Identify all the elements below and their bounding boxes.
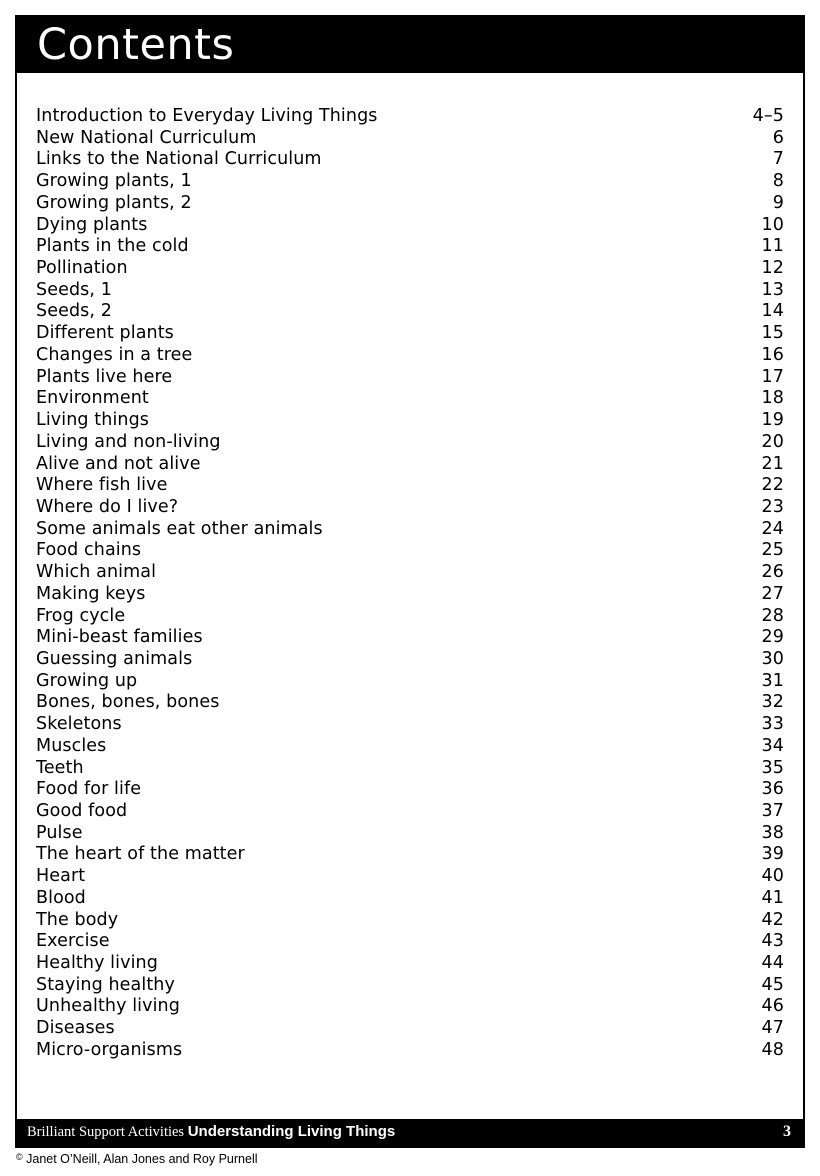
toc-entry xyxy=(36,475,784,497)
toc-entry xyxy=(36,519,784,541)
toc-entry-page: 30 xyxy=(761,648,784,669)
toc-entry-page: 25 xyxy=(761,540,784,561)
toc-entry-title: Plants in the cold xyxy=(36,236,189,257)
toc-entry-page: 17 xyxy=(761,366,784,387)
toc-entry-title: Healthy living xyxy=(36,953,158,974)
toc-entry xyxy=(36,562,784,584)
toc-entry-page: 4–5 xyxy=(752,106,784,126)
toc-entry xyxy=(36,236,784,258)
toc-entry-title: Food for life xyxy=(36,779,142,800)
toc-entry-page: 32 xyxy=(761,692,784,713)
page-title: Contents xyxy=(37,20,235,70)
toc-entry-title: Links to the National Curriculum xyxy=(36,149,322,170)
copyright-symbol: © xyxy=(16,1152,23,1162)
toc-entry-title: Growing plants, 1 xyxy=(36,171,192,192)
toc-entry-title: Muscles xyxy=(36,735,107,756)
toc-entry-title: Good food xyxy=(36,801,128,821)
toc-entry-title: Bones, bones, bones xyxy=(36,692,220,713)
toc-entry xyxy=(36,931,784,953)
toc-entry xyxy=(36,866,784,888)
toc-entry-title: Different plants xyxy=(36,323,174,344)
toc-entry xyxy=(36,497,784,519)
page-number: 3 xyxy=(783,1123,791,1140)
header-bar xyxy=(17,17,803,73)
toc-entry-page: 16 xyxy=(761,344,784,365)
toc-entry-page: 45 xyxy=(761,974,784,995)
toc-entry-page: 8 xyxy=(772,171,784,192)
toc-entry-title: Which animal xyxy=(36,562,157,583)
toc-entry-title: Micro-organisms xyxy=(36,1039,183,1060)
toc-entry-title: Living and non-living xyxy=(36,431,221,452)
toc-entry-page: 18 xyxy=(761,388,784,409)
toc-entry xyxy=(36,584,784,606)
toc-entry xyxy=(36,606,784,628)
toc-entry-title: Growing up xyxy=(36,670,138,691)
toc-entry-page: 6 xyxy=(772,127,784,148)
toc-entry xyxy=(36,953,784,975)
copyright-authors: Janet O’Neill, Alan Jones and Roy Purnell xyxy=(26,1152,258,1166)
toc-entry xyxy=(36,540,784,562)
toc-entry-page: 7 xyxy=(772,149,784,170)
toc-entry-page: 9 xyxy=(772,192,784,213)
toc-entry xyxy=(36,193,784,215)
toc-entry xyxy=(36,975,784,997)
toc-entry-title: Blood xyxy=(36,887,86,908)
toc-entry-page: 40 xyxy=(761,866,784,887)
toc-entry-page: 26 xyxy=(761,562,784,583)
toc-entry-title: Guessing animals xyxy=(36,648,193,669)
toc-entry xyxy=(36,649,784,671)
toc-entry xyxy=(36,106,784,128)
toc-entry xyxy=(36,758,784,780)
toc-entry xyxy=(36,910,784,932)
toc-entry-page: 42 xyxy=(761,909,784,930)
toc-entry-title: Pulse xyxy=(36,822,83,843)
toc-entry-page: 15 xyxy=(761,323,784,344)
toc-entry-title: Mini-beast families xyxy=(36,627,203,648)
toc-entry-page: 48 xyxy=(761,1039,784,1060)
toc-entry-page: 31 xyxy=(761,670,784,691)
toc-entry xyxy=(36,171,784,193)
toc-entry xyxy=(36,736,784,758)
toc-entry-title: Environment xyxy=(36,388,149,409)
toc-entry-page: 19 xyxy=(761,410,784,431)
toc-entry-page: 20 xyxy=(761,431,784,452)
toc-entry-page: 11 xyxy=(761,236,784,257)
toc-entry-title: Seeds, 2 xyxy=(36,301,112,322)
toc-entry xyxy=(36,128,784,150)
toc-entry-page: 37 xyxy=(761,801,784,821)
toc-entry-title: Some animals eat other animals xyxy=(36,518,323,539)
toc-entry-title: Skeletons xyxy=(36,714,122,735)
toc-entry-title: The body xyxy=(36,909,119,930)
toc-entry-page: 34 xyxy=(761,735,784,756)
toc-entry xyxy=(36,149,784,171)
toc-entry-page: 24 xyxy=(761,518,784,539)
toc-entry xyxy=(36,823,784,845)
toc-entry xyxy=(36,432,784,454)
toc-entry xyxy=(36,388,784,410)
toc-entry-title: Living things xyxy=(36,410,150,431)
toc-entry xyxy=(36,215,784,237)
toc-entry-page: 38 xyxy=(761,822,784,843)
toc-entry xyxy=(36,1018,784,1040)
toc-entry-title: Exercise xyxy=(36,931,110,952)
toc-entry-title: Alive and not alive xyxy=(36,453,201,474)
toc-entry-page: 39 xyxy=(761,844,784,865)
toc-entry xyxy=(36,280,784,302)
toc-entry-title: Changes in a tree xyxy=(36,344,193,365)
toc-entry xyxy=(36,844,784,866)
toc-entry-title: Frog cycle xyxy=(36,605,126,626)
footer-bar xyxy=(17,1119,803,1146)
toc-entry xyxy=(36,301,784,323)
toc-entry-title: New National Curriculum xyxy=(36,127,257,148)
toc-entry xyxy=(36,671,784,693)
page-frame xyxy=(15,15,805,1148)
toc-entry-page: 21 xyxy=(761,453,784,474)
toc-entry-page: 36 xyxy=(761,779,784,800)
toc-entry-title: Staying healthy xyxy=(36,974,175,995)
toc-entry xyxy=(36,801,784,823)
toc-entry-title: Where do I live? xyxy=(36,496,179,517)
toc-entry-page: 13 xyxy=(761,279,784,300)
toc-entry-page: 33 xyxy=(761,714,784,735)
toc-entry-title: Seeds, 1 xyxy=(36,279,112,300)
toc-entry xyxy=(36,1040,784,1062)
toc-entry-page: 35 xyxy=(761,757,784,778)
toc-entry-page: 29 xyxy=(761,627,784,648)
toc-entry-title: Diseases xyxy=(36,1018,115,1039)
toc-entry xyxy=(36,410,784,432)
toc-entry-page: 14 xyxy=(761,301,784,322)
toc-entry-title: Where fish live xyxy=(36,475,168,496)
toc-entry xyxy=(36,779,784,801)
toc-entry xyxy=(36,345,784,367)
toc-entry xyxy=(36,367,784,389)
toc-entry xyxy=(36,692,784,714)
toc-entry xyxy=(36,714,784,736)
toc-entry-title: Plants live here xyxy=(36,366,173,387)
toc-entry-page: 27 xyxy=(761,583,784,604)
toc-entry-page: 10 xyxy=(761,214,784,235)
toc-entry xyxy=(36,627,784,649)
book-title: Understanding Living Things xyxy=(187,1123,396,1140)
toc-entry-page: 23 xyxy=(761,496,784,517)
toc-entry-page: 44 xyxy=(761,953,784,974)
toc-entry-page: 46 xyxy=(761,996,784,1017)
table-of-contents xyxy=(36,106,784,1062)
toc-entry-title: Teeth xyxy=(36,757,84,778)
toc-entry-title: Heart xyxy=(36,866,86,887)
toc-entry-page: 22 xyxy=(761,475,784,496)
toc-entry-title: Dying plants xyxy=(36,214,148,235)
toc-entry xyxy=(36,323,784,345)
toc-entry-page: 28 xyxy=(761,605,784,626)
toc-entry xyxy=(36,996,784,1018)
toc-entry-page: 12 xyxy=(761,258,784,279)
toc-entry-title: Introduction to Everyday Living Things xyxy=(36,106,378,126)
footer-series-line xyxy=(27,1123,395,1141)
toc-entry-title: The heart of the matter xyxy=(36,844,245,865)
toc-entry-title: Growing plants, 2 xyxy=(36,192,192,213)
toc-entry-title: Making keys xyxy=(36,583,146,604)
copyright-notice xyxy=(16,1149,258,1167)
toc-entry-page: 41 xyxy=(761,887,784,908)
toc-entry-page: 47 xyxy=(761,1018,784,1039)
toc-entry xyxy=(36,258,784,280)
toc-entry xyxy=(36,454,784,476)
toc-entry-title: Food chains xyxy=(36,540,142,561)
toc-entry-page: 43 xyxy=(761,931,784,952)
series-name: Brilliant Support Activities xyxy=(27,1124,185,1140)
toc-entry-title: Pollination xyxy=(36,258,128,279)
toc-entry-title: Unhealthy living xyxy=(36,996,180,1017)
toc-entry xyxy=(36,888,784,910)
